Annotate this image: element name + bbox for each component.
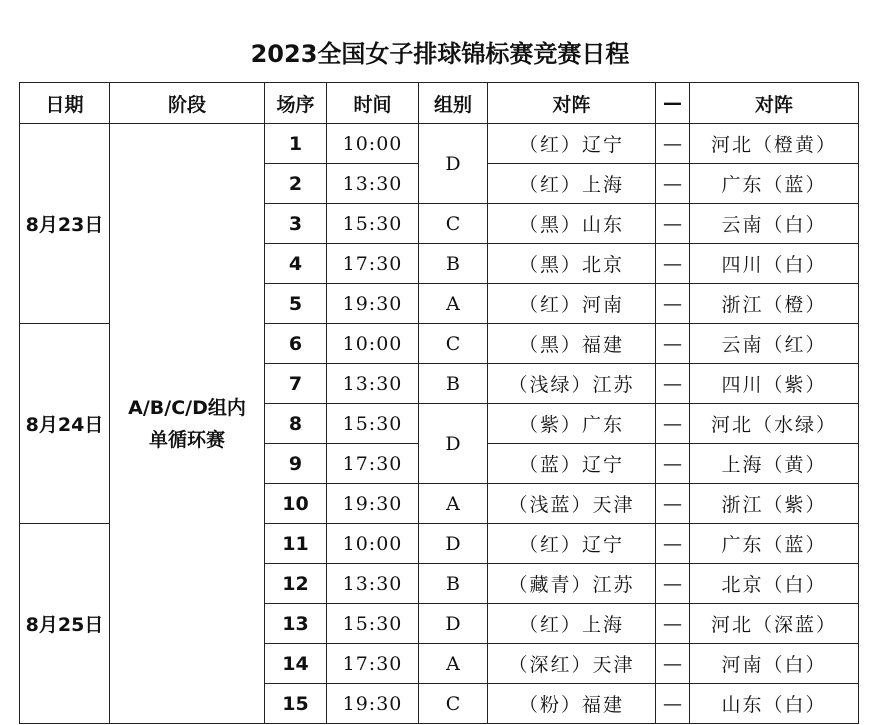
match-no: 2	[265, 164, 327, 204]
team-b: 广东（蓝）	[690, 524, 859, 564]
match-time: 17:30	[327, 644, 419, 684]
match-group: D	[419, 524, 488, 564]
match-time: 17:30	[327, 244, 419, 284]
match-no: 9	[265, 444, 327, 484]
match-no: 8	[265, 404, 327, 444]
match-no: 14	[265, 644, 327, 684]
match-no: 12	[265, 564, 327, 604]
team-b: 四川（紫）	[690, 364, 859, 404]
team-b: 河北（水绿）	[690, 404, 859, 444]
stage-label-line-1: A/B/C/D组内	[128, 396, 246, 419]
team-b: 山东（白）	[690, 684, 859, 724]
match-group: D	[419, 124, 488, 204]
match-time: 13:30	[327, 164, 419, 204]
team-a: （红）辽宁	[488, 524, 656, 564]
match-no: 10	[265, 484, 327, 524]
header-date: 日期	[20, 83, 110, 124]
match-time: 13:30	[327, 364, 419, 404]
match-group: A	[419, 484, 488, 524]
match-time: 19:30	[327, 284, 419, 324]
vs-dash: —	[656, 244, 690, 284]
team-b: 河北（深蓝）	[690, 604, 859, 644]
match-time: 19:30	[327, 484, 419, 524]
header-team-b: 对阵	[690, 83, 859, 124]
vs-dash: —	[656, 164, 690, 204]
team-a: （黑）北京	[488, 244, 656, 284]
match-time: 10:00	[327, 524, 419, 564]
team-b: 云南（白）	[690, 204, 859, 244]
vs-dash: —	[656, 484, 690, 524]
header-time: 时间	[327, 83, 419, 124]
vs-dash: —	[656, 364, 690, 404]
match-group: D	[419, 404, 488, 484]
team-b: 上海（黄）	[690, 444, 859, 484]
schedule-table	[19, 82, 859, 724]
header-team-a: 对阵	[488, 83, 656, 124]
team-a: （红）辽宁	[488, 124, 656, 164]
match-no: 15	[265, 684, 327, 724]
vs-dash: —	[656, 684, 690, 724]
team-b: 浙江（紫）	[690, 484, 859, 524]
team-b: 广东（蓝）	[690, 164, 859, 204]
table-row	[20, 124, 859, 164]
match-no: 1	[265, 124, 327, 164]
team-a: （深红）天津	[488, 644, 656, 684]
match-time: 17:30	[327, 444, 419, 484]
team-a: （黑）山东	[488, 204, 656, 244]
vs-dash: —	[656, 324, 690, 364]
match-no: 3	[265, 204, 327, 244]
match-time: 15:30	[327, 604, 419, 644]
vs-dash: —	[656, 124, 690, 164]
team-a: （浅绿）江苏	[488, 364, 656, 404]
stage-label-line-2: 单循环赛	[148, 428, 225, 451]
match-group: B	[419, 564, 488, 604]
match-no: 11	[265, 524, 327, 564]
vs-dash: —	[656, 204, 690, 244]
team-a: （蓝）辽宁	[488, 444, 656, 484]
match-time: 10:00	[327, 124, 419, 164]
header-no: 场序	[265, 83, 327, 124]
match-no: 5	[265, 284, 327, 324]
team-a: （紫）广东	[488, 404, 656, 444]
page-title: 2023全国女子排球锦标赛竞赛日程	[250, 40, 630, 68]
match-time: 10:00	[327, 324, 419, 364]
vs-dash: —	[656, 444, 690, 484]
team-b: 北京（白）	[690, 564, 859, 604]
vs-dash: —	[656, 644, 690, 684]
team-b: 四川（白）	[690, 244, 859, 284]
match-no: 7	[265, 364, 327, 404]
match-group: C	[419, 684, 488, 724]
match-time: 15:30	[327, 204, 419, 244]
match-group: D	[419, 604, 488, 644]
match-no: 13	[265, 604, 327, 644]
team-b: 浙江（橙）	[690, 284, 859, 324]
header-group: 组别	[419, 83, 488, 124]
team-b: 河南（白）	[690, 644, 859, 684]
team-a: （浅蓝）天津	[488, 484, 656, 524]
vs-dash: —	[656, 524, 690, 564]
date-cell: 8月25日	[20, 524, 110, 724]
team-a: （黑）福建	[488, 324, 656, 364]
header-stage: 阶段	[110, 83, 265, 124]
match-no: 4	[265, 244, 327, 284]
team-a: （藏青）江苏	[488, 564, 656, 604]
team-a: （红）上海	[488, 604, 656, 644]
match-group: B	[419, 244, 488, 284]
match-no: 6	[265, 324, 327, 364]
vs-dash: —	[656, 604, 690, 644]
vs-dash: —	[656, 564, 690, 604]
match-group: C	[419, 204, 488, 244]
team-a: （红）河南	[488, 284, 656, 324]
stage-cell	[110, 124, 265, 724]
date-cell: 8月23日	[20, 124, 110, 324]
vs-dash: —	[656, 284, 690, 324]
match-group: B	[419, 364, 488, 404]
team-a: （红）上海	[488, 164, 656, 204]
match-time: 15:30	[327, 404, 419, 444]
match-time: 13:30	[327, 564, 419, 604]
team-a: （粉）福建	[488, 684, 656, 724]
header-dash: —	[656, 83, 690, 124]
match-time: 19:30	[327, 684, 419, 724]
match-group: C	[419, 324, 488, 364]
match-group: A	[419, 644, 488, 684]
team-b: 河北（橙黄）	[690, 124, 859, 164]
team-b: 云南（红）	[690, 324, 859, 364]
header-row	[20, 83, 859, 124]
match-group: A	[419, 284, 488, 324]
vs-dash: —	[656, 404, 690, 444]
date-cell: 8月24日	[20, 324, 110, 524]
